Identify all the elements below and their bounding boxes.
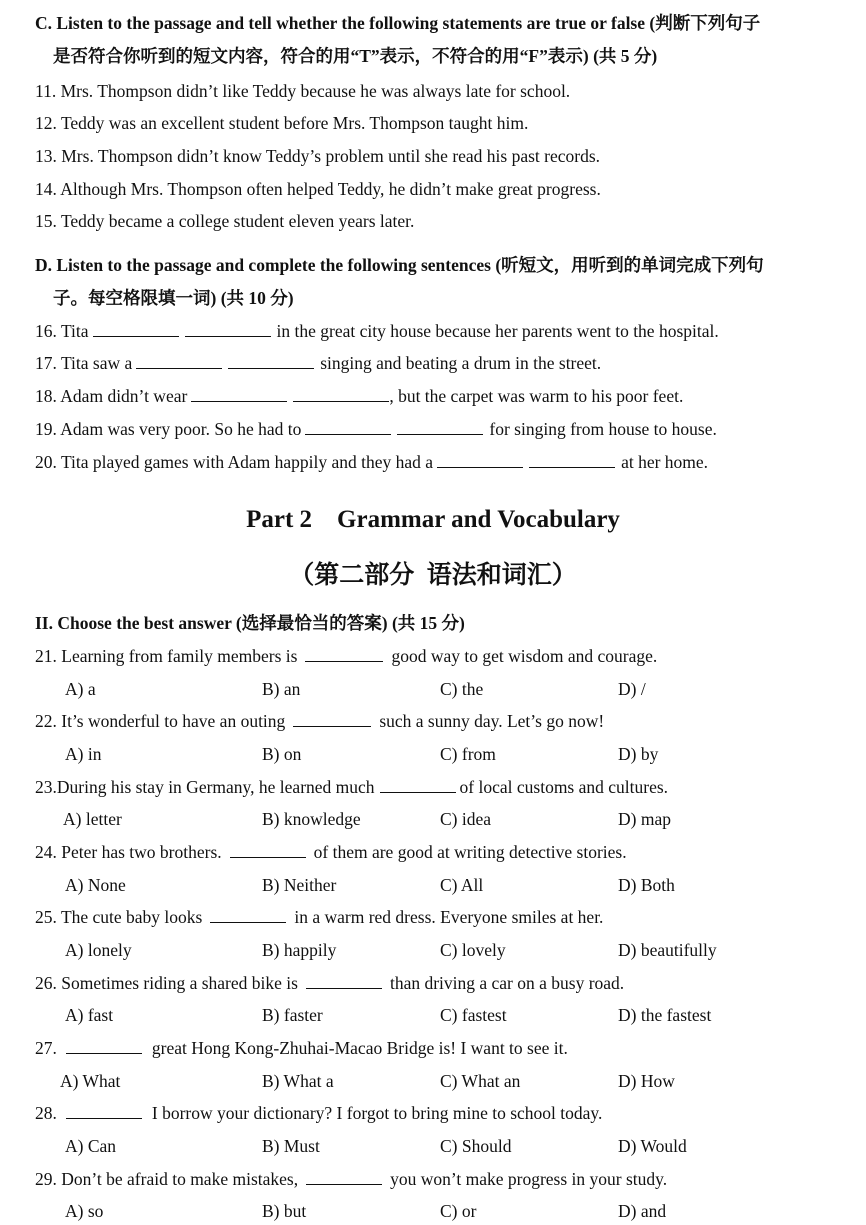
option-b[interactable]: B) Neither bbox=[262, 875, 337, 895]
answer-blank[interactable] bbox=[305, 419, 391, 435]
question-29 bbox=[35, 1168, 667, 1190]
question-number: 25. bbox=[35, 907, 57, 927]
question-25 bbox=[35, 906, 603, 928]
option-a[interactable]: A) so bbox=[65, 1201, 104, 1221]
option-c[interactable]: C) What an bbox=[440, 1071, 521, 1091]
answer-blank[interactable] bbox=[210, 907, 286, 923]
option-a[interactable]: A) a bbox=[65, 679, 96, 699]
statement-11 bbox=[35, 80, 570, 102]
question-end: of them are good at writing detective stories. bbox=[313, 842, 627, 862]
statement-text: Mrs. Thompson didn’t like Teddy because he was always late for school. bbox=[60, 81, 571, 101]
answer-blank[interactable] bbox=[228, 353, 314, 369]
option-d[interactable]: D) Both bbox=[618, 875, 675, 895]
option-d[interactable]: D) Would bbox=[618, 1136, 687, 1156]
question-number: 29. bbox=[35, 1169, 57, 1189]
option-a[interactable]: A) in bbox=[65, 744, 102, 764]
answer-blank[interactable] bbox=[66, 1038, 142, 1054]
question-number: 18. bbox=[35, 386, 57, 406]
fill-sentence-20 bbox=[35, 451, 708, 473]
option-d[interactable]: D) and bbox=[618, 1201, 667, 1221]
option-d[interactable]: D) map bbox=[618, 809, 671, 829]
question-start: During his stay in Germany, he learned much bbox=[56, 777, 375, 797]
option-b[interactable]: B) on bbox=[262, 744, 302, 764]
question-end: you won’t make progress in your study. bbox=[390, 1169, 668, 1189]
answer-blank[interactable] bbox=[230, 842, 306, 858]
part-2-title: Part 2 Grammar and Vocabulary bbox=[246, 506, 620, 533]
statement-15 bbox=[35, 210, 414, 232]
question-end: such a sunny day. Let’s go now! bbox=[379, 711, 605, 731]
fill-sentence-16 bbox=[35, 320, 719, 342]
answer-blank[interactable] bbox=[185, 321, 271, 337]
option-b[interactable]: B) but bbox=[262, 1201, 307, 1221]
question-number: 13. bbox=[35, 146, 57, 166]
question-26 bbox=[35, 972, 624, 994]
sentence-start: Tita bbox=[60, 321, 89, 341]
answer-blank[interactable] bbox=[93, 321, 179, 337]
question-number: 28. bbox=[35, 1103, 57, 1123]
question-number: 20. bbox=[35, 452, 57, 472]
question-start: The cute baby looks bbox=[60, 907, 203, 927]
option-c[interactable]: C) from bbox=[440, 744, 496, 764]
answer-blank[interactable] bbox=[380, 777, 456, 793]
question-28 bbox=[35, 1102, 602, 1124]
sentence-start: Tita saw a bbox=[60, 353, 133, 373]
statement-12 bbox=[35, 112, 528, 134]
answer-blank[interactable] bbox=[306, 973, 382, 989]
answer-blank[interactable] bbox=[293, 711, 371, 727]
option-a[interactable]: A) fast bbox=[65, 1005, 114, 1025]
question-start: Learning from family members is bbox=[61, 646, 298, 666]
answer-blank[interactable] bbox=[136, 353, 222, 369]
option-b[interactable]: B) knowledge bbox=[262, 809, 361, 829]
answer-blank[interactable] bbox=[529, 452, 615, 468]
question-start: Peter has two brothers. bbox=[61, 842, 222, 862]
section-c-heading-line1: C. Listen to the passage and tell whether the following statements are true or false (判断下列句子 bbox=[35, 13, 761, 33]
sentence-end: singing and beating a drum in the street. bbox=[320, 353, 602, 373]
option-c[interactable]: C) idea bbox=[440, 809, 492, 829]
option-b[interactable]: B) happily bbox=[262, 940, 337, 960]
option-b[interactable]: B) What a bbox=[262, 1071, 334, 1091]
part-2-subtitle: （第二部分 语法和词汇） bbox=[289, 562, 577, 589]
section-ii-heading: II. Choose the best answer (选择最恰当的答案) (共 15 分) bbox=[35, 613, 465, 633]
answer-blank[interactable] bbox=[397, 419, 483, 435]
answer-blank[interactable] bbox=[293, 386, 389, 402]
question-21 bbox=[35, 645, 657, 667]
answer-blank[interactable] bbox=[306, 1169, 382, 1185]
option-a[interactable]: A) lonely bbox=[65, 940, 132, 960]
question-number: 24. bbox=[35, 842, 57, 862]
option-b[interactable]: B) Must bbox=[262, 1136, 320, 1156]
question-number: 23. bbox=[35, 777, 57, 797]
sentence-start: Adam didn’t wear bbox=[60, 386, 188, 406]
question-end: in a warm red dress. Everyone smiles at her. bbox=[294, 907, 604, 927]
statement-14 bbox=[35, 178, 601, 200]
question-number: 12. bbox=[35, 113, 57, 133]
question-end: great Hong Kong-Zhuhai-Macao Bridge is! I want to see it. bbox=[151, 1038, 568, 1058]
section-d-heading-line2: 子。每空格限填一词) (共 10 分) bbox=[53, 288, 294, 308]
option-c[interactable]: C) or bbox=[440, 1201, 477, 1221]
answer-blank[interactable] bbox=[437, 452, 523, 468]
option-a[interactable]: A) letter bbox=[63, 809, 122, 829]
question-number: 21. bbox=[35, 646, 57, 666]
question-number: 14. bbox=[35, 179, 57, 199]
sentence-start: Tita played games with Adam happily and they had a bbox=[60, 452, 434, 472]
question-end: of local customs and cultures. bbox=[459, 777, 669, 797]
option-d[interactable]: D) How bbox=[618, 1071, 675, 1091]
option-c[interactable]: C) All bbox=[440, 875, 484, 895]
question-number: 17. bbox=[35, 353, 57, 373]
question-number: 11. bbox=[35, 81, 57, 101]
statement-text: Teddy was an excellent student before Mrs. Thompson taught him. bbox=[60, 113, 529, 133]
statement-13 bbox=[35, 145, 600, 167]
sentence-end: at her home. bbox=[621, 452, 709, 472]
statement-text: Teddy became a college student eleven years later. bbox=[60, 211, 415, 231]
option-b[interactable]: B) faster bbox=[262, 1005, 323, 1025]
answer-blank[interactable] bbox=[191, 386, 287, 402]
question-number: 19. bbox=[35, 419, 57, 439]
question-end: than driving a car on a busy road. bbox=[389, 973, 625, 993]
question-27 bbox=[35, 1037, 568, 1059]
answer-blank[interactable] bbox=[305, 646, 383, 662]
fill-sentence-17 bbox=[35, 352, 601, 374]
option-a[interactable]: A) What bbox=[60, 1071, 121, 1091]
question-number: 26. bbox=[35, 973, 57, 993]
sentence-end: , but the carpet was warm to his poor feet. bbox=[389, 386, 684, 406]
statement-text: Mrs. Thompson didn’t know Teddy’s problem until she read his past records. bbox=[61, 146, 601, 166]
option-d[interactable]: D) / bbox=[618, 679, 646, 699]
option-b[interactable]: B) an bbox=[262, 679, 301, 699]
fill-sentence-18 bbox=[35, 385, 683, 407]
question-number: 16. bbox=[35, 321, 57, 341]
question-24 bbox=[35, 841, 627, 863]
answer-blank[interactable] bbox=[66, 1103, 142, 1119]
section-c-heading-line2: 是否符合你听到的短文内容，符合的用“T”表示，不符合的用“F”表示) (共 5 分) bbox=[53, 46, 658, 66]
question-22 bbox=[35, 710, 604, 732]
option-a[interactable]: A) Can bbox=[65, 1136, 117, 1156]
question-23 bbox=[35, 776, 668, 798]
question-number: 15. bbox=[35, 211, 57, 231]
option-c[interactable]: C) fastest bbox=[440, 1005, 507, 1025]
option-c[interactable]: C) Should bbox=[440, 1136, 512, 1156]
question-start: Don’t be afraid to make mistakes, bbox=[61, 1169, 299, 1189]
question-start: It’s wonderful to have an outing bbox=[61, 711, 286, 731]
sentence-end: in the great city house because her parents went to the hospital. bbox=[276, 321, 719, 341]
question-end: good way to get wisdom and courage. bbox=[391, 646, 658, 666]
sentence-end: for singing from house to house. bbox=[489, 419, 717, 439]
question-start: Sometimes riding a shared bike is bbox=[61, 973, 298, 993]
section-d-heading-line1: D. Listen to the passage and complete the following sentences (听短文，用听到的单词完成下列句 bbox=[35, 255, 764, 275]
question-end: I borrow your dictionary? I forgot to bring mine to school today. bbox=[151, 1103, 603, 1123]
option-d[interactable]: D) by bbox=[618, 744, 659, 764]
fill-sentence-19 bbox=[35, 418, 717, 440]
question-number: 22. bbox=[35, 711, 57, 731]
option-d[interactable]: D) beautifully bbox=[618, 940, 717, 960]
sentence-start: Adam was very poor. So he had to bbox=[60, 419, 302, 439]
question-number: 27. bbox=[35, 1038, 57, 1058]
option-c[interactable]: C) lovely bbox=[440, 940, 506, 960]
option-d[interactable]: D) the fastest bbox=[618, 1005, 712, 1025]
statement-text: Although Mrs. Thompson often helped Teddy, he didn’t make great progress. bbox=[60, 179, 601, 199]
option-c[interactable]: C) the bbox=[440, 679, 484, 699]
option-a[interactable]: A) None bbox=[65, 875, 126, 895]
